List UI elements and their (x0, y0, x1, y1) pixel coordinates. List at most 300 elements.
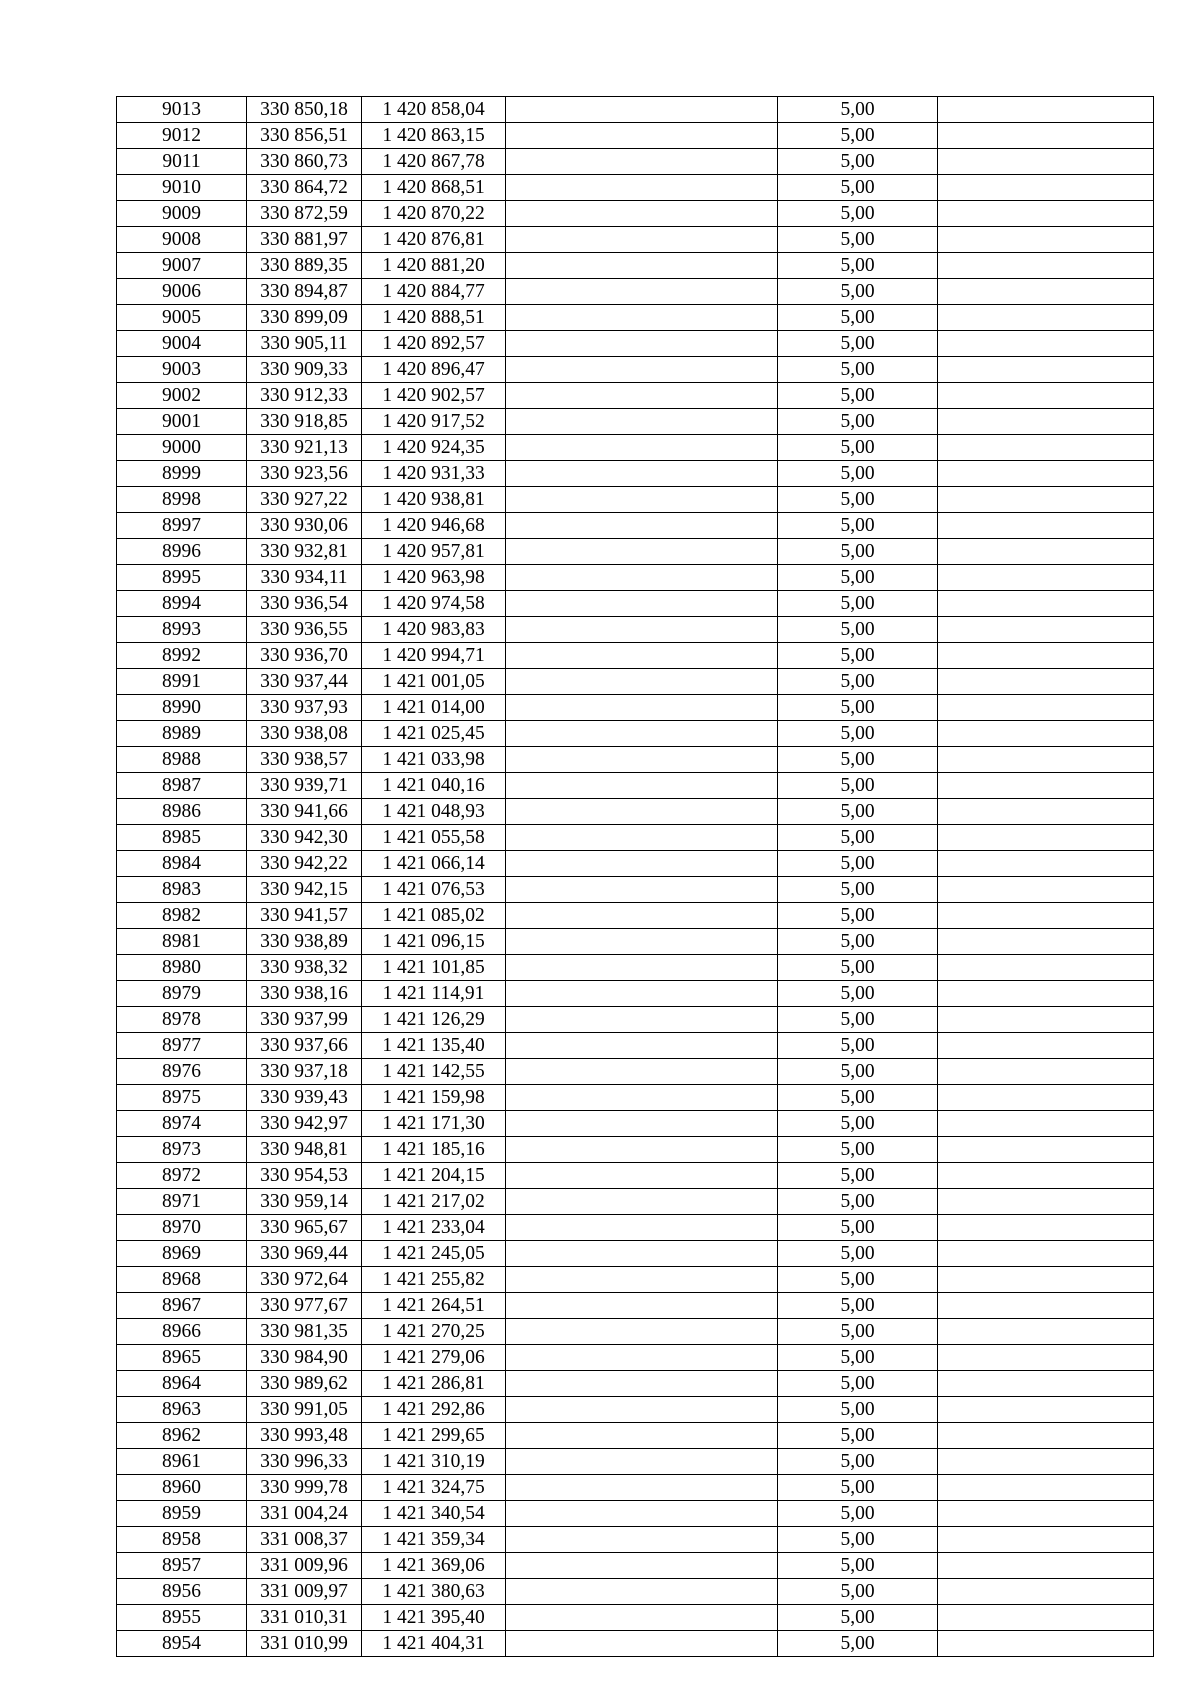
point-number-cell: 8998 (117, 487, 247, 513)
empty-cell (938, 617, 1154, 643)
y-coordinate-cell: 1 421 025,45 (362, 721, 506, 747)
x-coordinate-cell: 331 008,37 (247, 1527, 362, 1553)
table-row (117, 1527, 1154, 1553)
distance-value-cell: 5,00 (778, 539, 938, 565)
table-row (117, 331, 1154, 357)
table-row (117, 1423, 1154, 1449)
table-row (117, 747, 1154, 773)
empty-cell (506, 747, 778, 773)
distance-value-cell: 5,00 (778, 227, 938, 253)
empty-cell (506, 1423, 778, 1449)
distance-value-cell: 5,00 (778, 305, 938, 331)
y-coordinate-cell: 1 421 001,05 (362, 669, 506, 695)
distance-value-cell: 5,00 (778, 357, 938, 383)
distance-value-cell: 5,00 (778, 1579, 938, 1605)
empty-cell (938, 929, 1154, 955)
empty-cell (938, 305, 1154, 331)
distance-value-cell: 5,00 (778, 1319, 938, 1345)
x-coordinate-cell: 330 909,33 (247, 357, 362, 383)
y-coordinate-cell: 1 420 870,22 (362, 201, 506, 227)
empty-cell (938, 1371, 1154, 1397)
y-coordinate-cell: 1 421 066,14 (362, 851, 506, 877)
distance-value-cell: 5,00 (778, 1163, 938, 1189)
empty-cell (938, 1111, 1154, 1137)
distance-value-cell: 5,00 (778, 721, 938, 747)
x-coordinate-cell: 330 942,97 (247, 1111, 362, 1137)
distance-value-cell: 5,00 (778, 279, 938, 305)
x-coordinate-cell: 330 936,54 (247, 591, 362, 617)
table-row (117, 1163, 1154, 1189)
empty-cell (938, 1163, 1154, 1189)
point-number-cell: 9011 (117, 149, 247, 175)
y-coordinate-cell: 1 420 858,04 (362, 97, 506, 123)
empty-cell (506, 305, 778, 331)
distance-value-cell: 5,00 (778, 1293, 938, 1319)
x-coordinate-cell: 330 905,11 (247, 331, 362, 357)
distance-value-cell: 5,00 (778, 1267, 938, 1293)
table-row (117, 1007, 1154, 1033)
y-coordinate-cell: 1 421 217,02 (362, 1189, 506, 1215)
empty-cell (938, 123, 1154, 149)
table-row (117, 383, 1154, 409)
x-coordinate-cell: 330 959,14 (247, 1189, 362, 1215)
empty-cell (506, 461, 778, 487)
distance-value-cell: 5,00 (778, 97, 938, 123)
y-coordinate-cell: 1 421 299,65 (362, 1423, 506, 1449)
x-coordinate-cell: 330 923,56 (247, 461, 362, 487)
table-row (117, 409, 1154, 435)
empty-cell (506, 825, 778, 851)
distance-value-cell: 5,00 (778, 461, 938, 487)
point-number-cell: 8963 (117, 1397, 247, 1423)
empty-cell (506, 227, 778, 253)
table-row (117, 955, 1154, 981)
x-coordinate-cell: 330 989,62 (247, 1371, 362, 1397)
x-coordinate-cell: 330 932,81 (247, 539, 362, 565)
point-number-cell: 8961 (117, 1449, 247, 1475)
empty-cell (506, 1319, 778, 1345)
x-coordinate-cell: 330 954,53 (247, 1163, 362, 1189)
x-coordinate-cell: 331 010,99 (247, 1631, 362, 1657)
empty-cell (938, 721, 1154, 747)
empty-cell (506, 565, 778, 591)
x-coordinate-cell: 330 991,05 (247, 1397, 362, 1423)
table-row (117, 1215, 1154, 1241)
empty-cell (506, 929, 778, 955)
y-coordinate-cell: 1 420 888,51 (362, 305, 506, 331)
y-coordinate-cell: 1 420 946,68 (362, 513, 506, 539)
empty-cell (938, 773, 1154, 799)
empty-cell (506, 331, 778, 357)
empty-cell (938, 201, 1154, 227)
point-number-cell: 8975 (117, 1085, 247, 1111)
empty-cell (938, 1137, 1154, 1163)
point-number-cell: 9005 (117, 305, 247, 331)
empty-cell (938, 1631, 1154, 1657)
table-row (117, 981, 1154, 1007)
y-coordinate-cell: 1 421 380,63 (362, 1579, 506, 1605)
y-coordinate-cell: 1 420 931,33 (362, 461, 506, 487)
y-coordinate-cell: 1 420 881,20 (362, 253, 506, 279)
empty-cell (938, 1033, 1154, 1059)
table-row (117, 279, 1154, 305)
table-row (117, 1189, 1154, 1215)
table-row (117, 1631, 1154, 1657)
point-number-cell: 9003 (117, 357, 247, 383)
point-number-cell: 8965 (117, 1345, 247, 1371)
empty-cell (938, 799, 1154, 825)
empty-cell (506, 1267, 778, 1293)
point-number-cell: 8979 (117, 981, 247, 1007)
point-number-cell: 9006 (117, 279, 247, 305)
empty-cell (506, 721, 778, 747)
empty-cell (938, 1215, 1154, 1241)
distance-value-cell: 5,00 (778, 695, 938, 721)
y-coordinate-cell: 1 421 359,34 (362, 1527, 506, 1553)
x-coordinate-cell: 330 942,30 (247, 825, 362, 851)
table-row (117, 253, 1154, 279)
point-number-cell: 8982 (117, 903, 247, 929)
point-number-cell: 8995 (117, 565, 247, 591)
point-number-cell: 8984 (117, 851, 247, 877)
table-row (117, 669, 1154, 695)
y-coordinate-cell: 1 421 286,81 (362, 1371, 506, 1397)
x-coordinate-cell: 330 934,11 (247, 565, 362, 591)
empty-cell (938, 1241, 1154, 1267)
table-row (117, 149, 1154, 175)
empty-cell (938, 539, 1154, 565)
empty-cell (938, 279, 1154, 305)
x-coordinate-cell: 330 939,71 (247, 773, 362, 799)
x-coordinate-cell: 331 009,97 (247, 1579, 362, 1605)
table-row (117, 799, 1154, 825)
x-coordinate-cell: 330 965,67 (247, 1215, 362, 1241)
point-number-cell: 9004 (117, 331, 247, 357)
empty-cell (506, 1059, 778, 1085)
distance-value-cell: 5,00 (778, 565, 938, 591)
table-row (117, 695, 1154, 721)
empty-cell (506, 1345, 778, 1371)
table-row (117, 825, 1154, 851)
table-row (117, 1059, 1154, 1085)
x-coordinate-cell: 330 936,55 (247, 617, 362, 643)
x-coordinate-cell: 331 004,24 (247, 1501, 362, 1527)
empty-cell (938, 565, 1154, 591)
distance-value-cell: 5,00 (778, 825, 938, 851)
distance-value-cell: 5,00 (778, 1423, 938, 1449)
empty-cell (506, 1111, 778, 1137)
empty-cell (938, 747, 1154, 773)
x-coordinate-cell: 330 942,22 (247, 851, 362, 877)
distance-value-cell: 5,00 (778, 1475, 938, 1501)
table-row (117, 1111, 1154, 1137)
distance-value-cell: 5,00 (778, 409, 938, 435)
x-coordinate-cell: 330 938,16 (247, 981, 362, 1007)
table-row (117, 1605, 1154, 1631)
empty-cell (938, 1553, 1154, 1579)
point-number-cell: 8985 (117, 825, 247, 851)
distance-value-cell: 5,00 (778, 773, 938, 799)
empty-cell (506, 1371, 778, 1397)
distance-value-cell: 5,00 (778, 1631, 938, 1657)
empty-cell (506, 253, 778, 279)
empty-cell (506, 1085, 778, 1111)
y-coordinate-cell: 1 421 264,51 (362, 1293, 506, 1319)
empty-cell (938, 331, 1154, 357)
y-coordinate-cell: 1 421 159,98 (362, 1085, 506, 1111)
x-coordinate-cell: 330 996,33 (247, 1449, 362, 1475)
x-coordinate-cell: 330 937,99 (247, 1007, 362, 1033)
y-coordinate-cell: 1 420 896,47 (362, 357, 506, 383)
y-coordinate-cell: 1 421 185,16 (362, 1137, 506, 1163)
empty-cell (506, 799, 778, 825)
empty-cell (938, 981, 1154, 1007)
table-row (117, 1293, 1154, 1319)
distance-value-cell: 5,00 (778, 1397, 938, 1423)
y-coordinate-cell: 1 421 014,00 (362, 695, 506, 721)
table-row (117, 487, 1154, 513)
distance-value-cell: 5,00 (778, 331, 938, 357)
distance-value-cell: 5,00 (778, 123, 938, 149)
y-coordinate-cell: 1 421 270,25 (362, 1319, 506, 1345)
x-coordinate-cell: 330 938,57 (247, 747, 362, 773)
empty-cell (506, 175, 778, 201)
y-coordinate-cell: 1 421 076,53 (362, 877, 506, 903)
x-coordinate-cell: 330 872,59 (247, 201, 362, 227)
table-row (117, 851, 1154, 877)
empty-cell (938, 591, 1154, 617)
x-coordinate-cell: 330 927,22 (247, 487, 362, 513)
distance-value-cell: 5,00 (778, 487, 938, 513)
point-number-cell: 8959 (117, 1501, 247, 1527)
empty-cell (938, 851, 1154, 877)
table-row (117, 539, 1154, 565)
point-number-cell: 8996 (117, 539, 247, 565)
y-coordinate-cell: 1 421 096,15 (362, 929, 506, 955)
empty-cell (506, 383, 778, 409)
table-row (117, 591, 1154, 617)
table-row (117, 929, 1154, 955)
point-number-cell: 8991 (117, 669, 247, 695)
empty-cell (938, 1605, 1154, 1631)
empty-cell (506, 513, 778, 539)
empty-cell (506, 435, 778, 461)
distance-value-cell: 5,00 (778, 253, 938, 279)
point-number-cell: 8956 (117, 1579, 247, 1605)
coordinates-table-body (117, 97, 1154, 1657)
distance-value-cell: 5,00 (778, 383, 938, 409)
x-coordinate-cell: 330 977,67 (247, 1293, 362, 1319)
point-number-cell: 8994 (117, 591, 247, 617)
point-number-cell: 9009 (117, 201, 247, 227)
empty-cell (506, 279, 778, 305)
empty-cell (506, 1241, 778, 1267)
point-number-cell: 9010 (117, 175, 247, 201)
x-coordinate-cell: 330 856,51 (247, 123, 362, 149)
table-row (117, 617, 1154, 643)
point-number-cell: 8972 (117, 1163, 247, 1189)
empty-cell (506, 1137, 778, 1163)
y-coordinate-cell: 1 420 884,77 (362, 279, 506, 305)
empty-cell (506, 669, 778, 695)
y-coordinate-cell: 1 421 404,31 (362, 1631, 506, 1657)
y-coordinate-cell: 1 421 033,98 (362, 747, 506, 773)
empty-cell (506, 877, 778, 903)
x-coordinate-cell: 330 972,64 (247, 1267, 362, 1293)
x-coordinate-cell: 330 969,44 (247, 1241, 362, 1267)
table-row (117, 461, 1154, 487)
y-coordinate-cell: 1 420 994,71 (362, 643, 506, 669)
distance-value-cell: 5,00 (778, 591, 938, 617)
point-number-cell: 9007 (117, 253, 247, 279)
y-coordinate-cell: 1 421 114,91 (362, 981, 506, 1007)
point-number-cell: 8989 (117, 721, 247, 747)
y-coordinate-cell: 1 421 245,05 (362, 1241, 506, 1267)
point-number-cell: 8957 (117, 1553, 247, 1579)
empty-cell (938, 1501, 1154, 1527)
point-number-cell: 9012 (117, 123, 247, 149)
empty-cell (506, 1215, 778, 1241)
y-coordinate-cell: 1 420 917,52 (362, 409, 506, 435)
empty-cell (938, 1423, 1154, 1449)
distance-value-cell: 5,00 (778, 175, 938, 201)
distance-value-cell: 5,00 (778, 669, 938, 695)
x-coordinate-cell: 330 864,72 (247, 175, 362, 201)
empty-cell (506, 591, 778, 617)
y-coordinate-cell: 1 420 938,81 (362, 487, 506, 513)
table-row (117, 1319, 1154, 1345)
table-row (117, 1033, 1154, 1059)
empty-cell (506, 851, 778, 877)
distance-value-cell: 5,00 (778, 1085, 938, 1111)
empty-cell (938, 1527, 1154, 1553)
point-number-cell: 8981 (117, 929, 247, 955)
x-coordinate-cell: 330 850,18 (247, 97, 362, 123)
empty-cell (938, 1449, 1154, 1475)
empty-cell (506, 539, 778, 565)
x-coordinate-cell: 330 912,33 (247, 383, 362, 409)
distance-value-cell: 5,00 (778, 747, 938, 773)
distance-value-cell: 5,00 (778, 1371, 938, 1397)
x-coordinate-cell: 330 899,09 (247, 305, 362, 331)
table-row (117, 877, 1154, 903)
point-number-cell: 8967 (117, 1293, 247, 1319)
table-row (117, 1579, 1154, 1605)
point-number-cell: 9000 (117, 435, 247, 461)
empty-cell (938, 1319, 1154, 1345)
table-row (117, 903, 1154, 929)
distance-value-cell: 5,00 (778, 1527, 938, 1553)
empty-cell (506, 955, 778, 981)
point-number-cell: 8993 (117, 617, 247, 643)
point-number-cell: 9002 (117, 383, 247, 409)
x-coordinate-cell: 330 939,43 (247, 1085, 362, 1111)
point-number-cell: 8973 (117, 1137, 247, 1163)
y-coordinate-cell: 1 421 142,55 (362, 1059, 506, 1085)
point-number-cell: 8969 (117, 1241, 247, 1267)
distance-value-cell: 5,00 (778, 1033, 938, 1059)
y-coordinate-cell: 1 421 171,30 (362, 1111, 506, 1137)
empty-cell (938, 1189, 1154, 1215)
x-coordinate-cell: 330 937,66 (247, 1033, 362, 1059)
empty-cell (938, 1579, 1154, 1605)
empty-cell (506, 903, 778, 929)
point-number-cell: 8971 (117, 1189, 247, 1215)
table-row (117, 1449, 1154, 1475)
y-coordinate-cell: 1 420 892,57 (362, 331, 506, 357)
empty-cell (506, 1007, 778, 1033)
empty-cell (938, 227, 1154, 253)
y-coordinate-cell: 1 420 867,78 (362, 149, 506, 175)
empty-cell (938, 643, 1154, 669)
table-row (117, 1553, 1154, 1579)
distance-value-cell: 5,00 (778, 1215, 938, 1241)
point-number-cell: 8964 (117, 1371, 247, 1397)
table-row (117, 1241, 1154, 1267)
distance-value-cell: 5,00 (778, 201, 938, 227)
y-coordinate-cell: 1 421 292,86 (362, 1397, 506, 1423)
y-coordinate-cell: 1 420 924,35 (362, 435, 506, 461)
empty-cell (938, 435, 1154, 461)
distance-value-cell: 5,00 (778, 877, 938, 903)
y-coordinate-cell: 1 420 876,81 (362, 227, 506, 253)
empty-cell (506, 773, 778, 799)
point-number-cell: 8986 (117, 799, 247, 825)
x-coordinate-cell: 330 941,66 (247, 799, 362, 825)
y-coordinate-cell: 1 421 340,54 (362, 1501, 506, 1527)
point-number-cell: 8980 (117, 955, 247, 981)
distance-value-cell: 5,00 (778, 1111, 938, 1137)
distance-value-cell: 5,00 (778, 1241, 938, 1267)
table-row (117, 97, 1154, 123)
empty-cell (938, 1007, 1154, 1033)
distance-value-cell: 5,00 (778, 435, 938, 461)
x-coordinate-cell: 330 881,97 (247, 227, 362, 253)
y-coordinate-cell: 1 420 963,98 (362, 565, 506, 591)
empty-cell (938, 669, 1154, 695)
y-coordinate-cell: 1 421 324,75 (362, 1475, 506, 1501)
distance-value-cell: 5,00 (778, 1449, 938, 1475)
table-row (117, 1137, 1154, 1163)
x-coordinate-cell: 330 937,93 (247, 695, 362, 721)
point-number-cell: 8970 (117, 1215, 247, 1241)
empty-cell (938, 1475, 1154, 1501)
empty-cell (506, 1397, 778, 1423)
empty-cell (938, 175, 1154, 201)
point-number-cell: 9013 (117, 97, 247, 123)
table-row (117, 513, 1154, 539)
empty-cell (506, 617, 778, 643)
y-coordinate-cell: 1 421 310,19 (362, 1449, 506, 1475)
table-row (117, 357, 1154, 383)
coordinates-table (116, 96, 1154, 1657)
table-row (117, 201, 1154, 227)
x-coordinate-cell: 330 938,89 (247, 929, 362, 955)
empty-cell (506, 981, 778, 1007)
point-number-cell: 8990 (117, 695, 247, 721)
point-number-cell: 8997 (117, 513, 247, 539)
empty-cell (506, 643, 778, 669)
point-number-cell: 8968 (117, 1267, 247, 1293)
x-coordinate-cell: 330 981,35 (247, 1319, 362, 1345)
point-number-cell: 8960 (117, 1475, 247, 1501)
point-number-cell: 8974 (117, 1111, 247, 1137)
empty-cell (506, 1189, 778, 1215)
distance-value-cell: 5,00 (778, 903, 938, 929)
table-row (117, 227, 1154, 253)
y-coordinate-cell: 1 420 868,51 (362, 175, 506, 201)
x-coordinate-cell: 330 860,73 (247, 149, 362, 175)
